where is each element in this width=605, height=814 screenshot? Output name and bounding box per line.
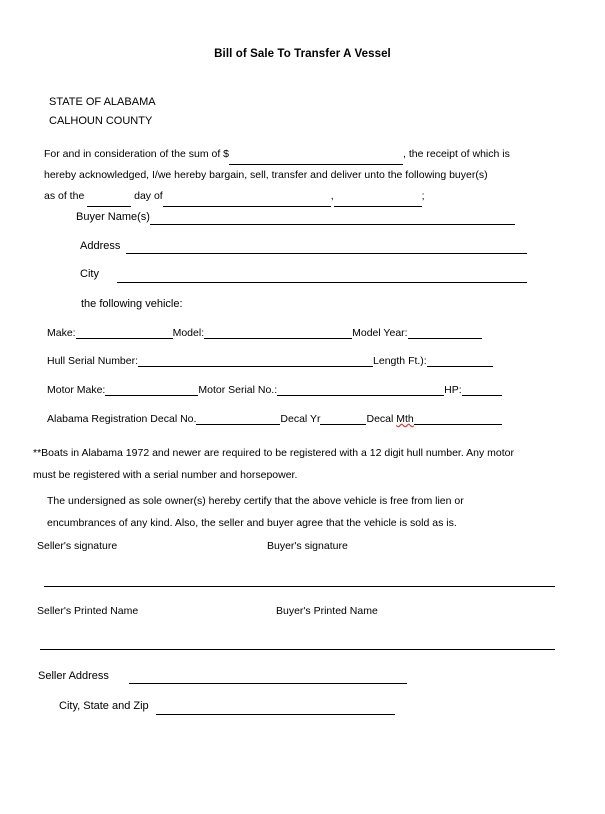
seller-address-label: Seller Address bbox=[38, 670, 109, 682]
decal-no-blank[interactable] bbox=[196, 413, 280, 425]
seller-city-state-zip-label: City, State and Zip bbox=[59, 700, 149, 712]
consideration-line-2: hereby acknowledged, I/we hereby bargain, sell, transfer and deliver unto the following buyer(s) bbox=[44, 169, 488, 181]
length-label: Length Ft.): bbox=[373, 355, 427, 367]
buyer-printed-name-label: Buyer's Printed Name bbox=[276, 605, 378, 617]
year-blank[interactable] bbox=[334, 195, 422, 207]
buyer-city-blank[interactable] bbox=[117, 282, 527, 283]
certification-paragraph bbox=[47, 490, 464, 534]
day-of-text: day of bbox=[131, 190, 163, 202]
date-comma: , bbox=[330, 190, 334, 202]
motor-serial-blank[interactable] bbox=[277, 384, 444, 396]
amount-blank[interactable] bbox=[229, 153, 403, 165]
buyer-name-label: Buyer Name(s) bbox=[76, 211, 150, 223]
seller-signature-label: Seller's signature bbox=[37, 540, 118, 552]
decal-mth-blank[interactable] bbox=[414, 413, 502, 425]
seller-address-blank[interactable] bbox=[129, 683, 407, 684]
buyer-address-blank[interactable] bbox=[126, 253, 527, 254]
model-year-label: Model Year: bbox=[352, 327, 408, 339]
model-blank[interactable] bbox=[204, 327, 352, 339]
hp-blank[interactable] bbox=[462, 384, 502, 396]
make-label: Make: bbox=[47, 327, 76, 339]
day-blank[interactable] bbox=[87, 195, 131, 207]
as-of-the-text: as of the bbox=[44, 190, 88, 202]
consideration-text-after-amount: , the receipt of which is bbox=[403, 148, 510, 160]
buyer-name-blank[interactable] bbox=[150, 224, 515, 225]
hull-serial-label: Hull Serial Number: bbox=[47, 355, 139, 367]
buyer-address-label: Address bbox=[80, 240, 121, 252]
consideration-line-3 bbox=[44, 186, 510, 207]
decal-yr-label: Decal Yr bbox=[280, 413, 321, 425]
hull-serial-blank[interactable] bbox=[138, 355, 373, 367]
motor-serial-label: Motor Serial No.: bbox=[198, 384, 278, 396]
boats-note-line-2: must be registered with a serial number and horsepower. bbox=[33, 469, 298, 481]
decal-mth-label-prefix: Decal bbox=[366, 413, 397, 425]
decal-row bbox=[47, 413, 502, 425]
signature-line[interactable] bbox=[44, 586, 555, 587]
buyer-city-label: City bbox=[80, 268, 99, 280]
model-label: Model: bbox=[172, 327, 205, 339]
month-blank[interactable] bbox=[163, 195, 331, 207]
decal-no-label: Alabama Registration Decal No. bbox=[47, 413, 197, 425]
motor-row bbox=[47, 384, 502, 396]
county-line: CALHOUN COUNTY bbox=[49, 115, 153, 127]
boats-note-line-1: **Boats in Alabama 1972 and newer are required to be registered with a 12 digit hull number. Any motor bbox=[33, 447, 514, 459]
certification-line-2: encumbrances of any kind. Also, the seller and buyer agree that the vehicle is sold as is. bbox=[47, 517, 457, 529]
page-title: Bill of Sale To Transfer A Vessel bbox=[214, 48, 391, 60]
vehicle-intro-label: the following vehicle: bbox=[81, 298, 183, 310]
motor-make-blank[interactable] bbox=[105, 384, 198, 396]
motor-make-label: Motor Make: bbox=[47, 384, 106, 396]
decal-yr-blank[interactable] bbox=[320, 413, 366, 425]
state-line: STATE OF ALABAMA bbox=[49, 96, 156, 108]
hull-length-row bbox=[47, 355, 493, 367]
buyer-signature-label: Buyer's signature bbox=[267, 540, 348, 552]
certification-line-1: The undersigned as sole owner(s) hereby certify that the above vehicle is free from lien or bbox=[47, 495, 464, 507]
make-blank[interactable] bbox=[76, 327, 173, 339]
length-blank[interactable] bbox=[427, 355, 493, 367]
consideration-paragraph bbox=[44, 144, 510, 207]
hp-label: HP: bbox=[444, 384, 462, 396]
consideration-line-1 bbox=[44, 144, 510, 165]
make-model-year-row bbox=[47, 327, 482, 339]
decal-mth-label-misspelled: Mth bbox=[396, 413, 414, 425]
consideration-text-before-amount: For and in consideration of the sum of $ bbox=[44, 148, 230, 160]
model-year-blank[interactable] bbox=[408, 327, 482, 339]
boats-note bbox=[33, 442, 514, 486]
date-semicolon: ; bbox=[421, 190, 425, 202]
seller-city-state-zip-blank[interactable] bbox=[156, 714, 395, 715]
printed-name-line[interactable] bbox=[40, 649, 555, 650]
seller-printed-name-label: Seller's Printed Name bbox=[37, 605, 139, 617]
